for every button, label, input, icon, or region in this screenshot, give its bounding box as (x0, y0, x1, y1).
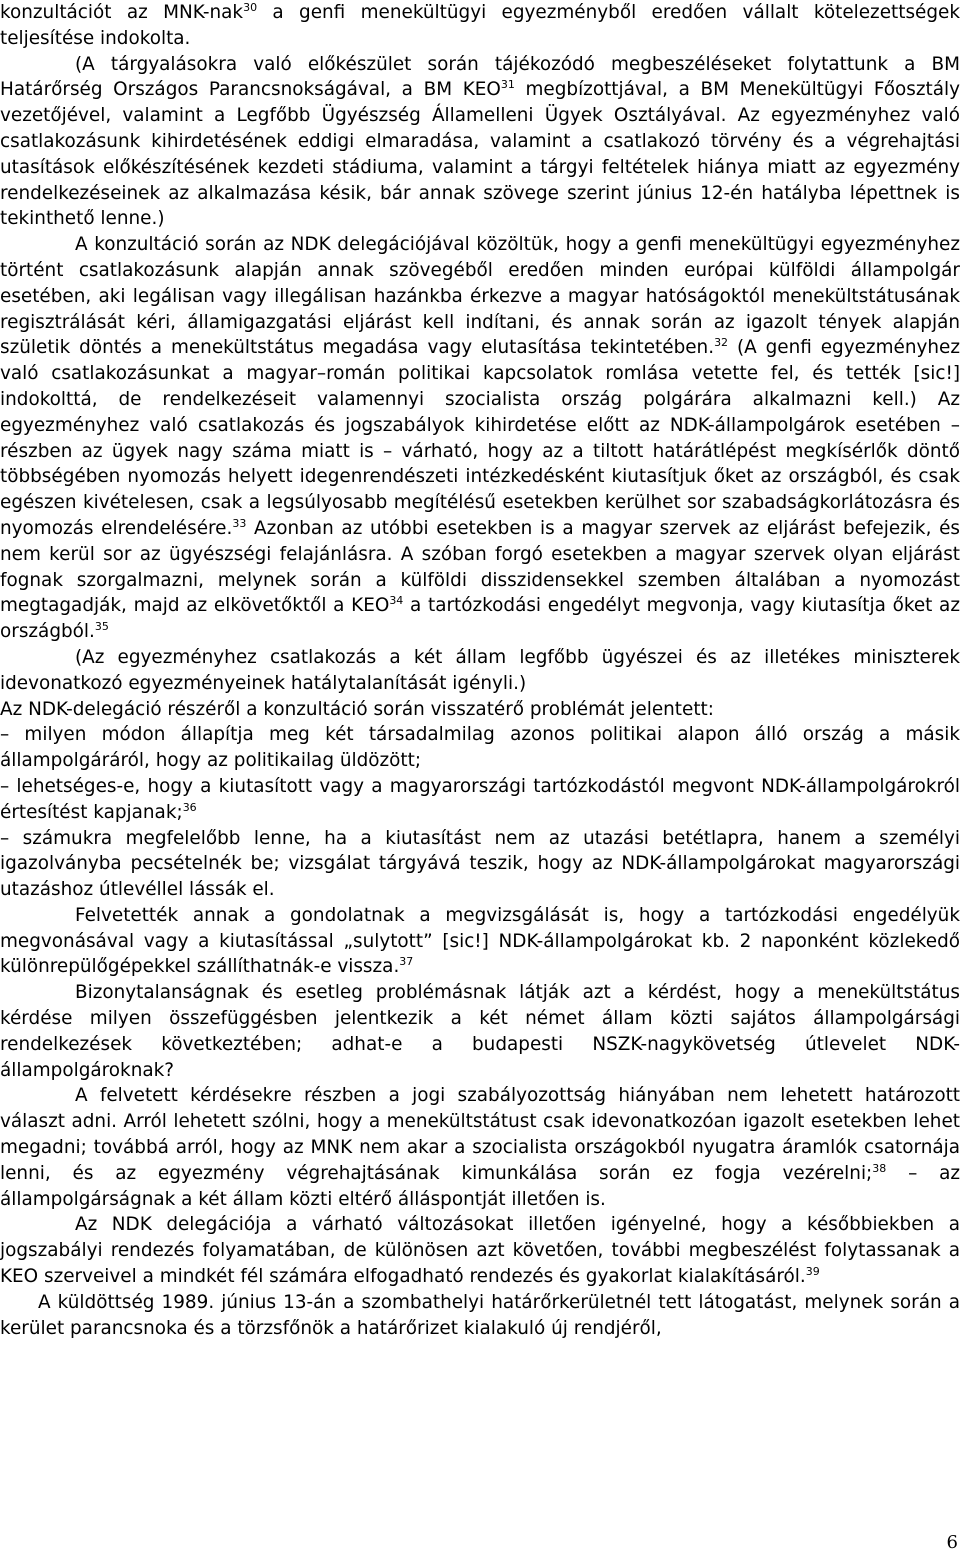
paragraph (0, 697, 960, 723)
paragraph (0, 903, 960, 980)
footnote-marker: 36 (182, 800, 197, 814)
paragraph (0, 980, 960, 1083)
footnote-marker: 30 (243, 1, 258, 14)
text-run: Azonban az utóbbi esetekben is a magyar szervek az eljárást befejezik, és nem kerül sor az ügyészségi felajánlásra. A szóban forgó esetekben a magyar szervek olyan eljárást fognak szorgalmazni, melynek során a külföldi disszidensekkel szemben általában a nyomozást megtagadják, majd az elkövetőktől a KEO (0, 517, 960, 617)
text-run: (A genfi egyezményhez való csatlakozásunkat a magyar–román politikai kapcsolatok romlása vetette fel, és tették [sic!] indokolttá, de rendelkezéseit valamennyi szocialista ország polgárára alkalmazni kell.) Az egyezményhez való csatlakozás és jogszabályok kihirdetése előtt az NDK-állampolgárok esetében – részben az ügyek nagy száma miatt is – várható, hogy az a tiltott határátlépést megkísérlők döntő többségében nyomozás helyett idegenrendészeti intézkedésként kiutasítjuk őket az országból, és csak egészen kivételesen, csak a legsúlyosabb megítélésű esetekben kerülhet sor szabadságkorlátozásra és nyomozás elrendelésére. (0, 337, 960, 539)
text-run: A konzultáció során az NDK delegációjával közöltük, hogy a genfi menekültügyi egyezményhez történt csatlakozásunk alapján annak szövegéből eredően minden európai külföldi állampolgár esetében, aki legálisan vagy illegálisan hazánkba érkezve a magyar hatóságoktól menekültstátusának regisztrálását kéri, államigazgatási eljárást kell indítani, és annak során az igazolt tények alapján születik döntés a menekültstátus megadása vagy elutasítása tekintetében. (0, 234, 960, 359)
text-run: A küldöttség 1989. június 13-án a szombathelyi határőrkerületnél tett látogatást, melynek során a kerület parancsnoka és a törzsfőnök a határőrizet kialakuló új rendjéről, (0, 1291, 960, 1339)
text-run: Az NDK-delegáció részéről a konzultáció során visszatérő problémát jelentett: (0, 698, 714, 720)
footnote-marker: 39 (805, 1265, 820, 1279)
paragraph (0, 0, 960, 52)
text-run: – számukra megfelelőbb lenne, ha a kiutasítást nem az utazási betétlapra, hanem a személyi igazolványba pecsételnék be; vizsgálat tárgyává teszik, hogy az NDK-állampolgárokat magyarországi utazáshoz útlevéllel lássák el. (0, 827, 960, 901)
paragraph (0, 722, 960, 774)
paragraph (0, 52, 960, 233)
footnote-marker: 35 (94, 620, 109, 634)
text-run: konzultációt az MNK-nak (0, 2, 244, 23)
text-run: Az NDK delegációja a várható változásokat illetően igényelné, hogy a későbbiekben a jogszabályi rendezés folyamatában, de különösen azt követően, további megbeszélést folytassanak a KEO szerveivel a mindkét fél számára elfogadható rendezés és gyakorlat kialakításáról. (0, 1214, 960, 1288)
text-run: A felvetett kérdésekre részben a jogi szabályozottság hiányában nem lehetett határozott választ adni. Arról lehetett szólni, hogy a menekültstátust csak idevonatkozóan igazolt esetekben lehet megadni; továbbá arról, hogy az MNK nem akar a szocialista országokból nyugatra áramlók csatornája lenni, és az egyezmény végrehajtásának kimunkálása során ez fogja vezérelni; (0, 1085, 960, 1184)
paragraph (0, 1290, 960, 1342)
paragraph (0, 826, 960, 903)
text-run: – az állampolgárságnak a két állam közti eltérő álláspontját illetően is. (0, 1162, 960, 1210)
text-run: – milyen módon állapítja meg két társadalmilag azonos politikai alapon álló ország a másik állampolgáráról, hogy az politikailag üldözött; (0, 724, 960, 772)
paragraph (0, 774, 960, 826)
footnote-marker: 37 (399, 955, 414, 969)
text-run: megbízottjával, a BM Menekültügyi Főosztály vezetőjével, valamint a Legfőbb Ügyészség Államelleni Ügyek Osztályával. Az egyezményhez való csatlakozásunk kihirdetésének eddigi elmaradása, valamint a csatlakozó törvény és a végrehajtási utasítások előkészítésének kezdeti stádiuma, valamint a tárgyi feltételek hiánya miatt az egyezmény rendelkezéseinek az alkalmazása késik, bár annak szövege szerint június 12-én hatályba lépettnek is tekinthető lenne.) (0, 79, 960, 230)
paragraph (0, 232, 960, 645)
text-run: (Az egyezményhez csatlakozás a két állam legfőbb ügyészei és az illetékes miniszterek idevonatkozó egyezményeinek hatálytalanítását igényli.) (0, 646, 960, 694)
paragraph (0, 645, 960, 697)
text-run: (A tárgyalásokra való előkészület során tájékozódó megbeszéléseket folytattunk a BM Határőrség Országos Parancsnokságával, a BM KEO (0, 53, 960, 101)
paragraph (0, 1083, 960, 1212)
text-run: – lehetséges-e, hogy a kiutasított vagy a magyarországi tartózkodástól megvont NDK-állampolgárokról értesítést kapjanak; (0, 775, 960, 823)
paragraph (0, 1212, 960, 1289)
text-run: Bizonytalanságnak és esetleg problémásnak látják azt a kérdést, hogy a menekültstátus kérdése milyen összefüggésben jelentkezik a két német állam közti sajátos állampolgársági rendelkezések következtében; adhat-e a budapesti NSZK-nagykövetség útlevelet NDK-állampolgároknak? (0, 982, 960, 1081)
footnote-marker: 34 (389, 594, 404, 608)
footnote-marker: 32 (714, 336, 729, 350)
footnote-marker: 38 (872, 1161, 887, 1175)
page-number: 6 (946, 1532, 958, 1553)
footnote-marker: 31 (500, 78, 515, 92)
text-run: a tartózkodási engedélyt megvonja, vagy kiutasítja őket az országból. (0, 595, 960, 643)
text-run: a genfi menekültügyi egyezményből eredően vállalt kötelezettségek teljesítése indokolta. (0, 2, 960, 49)
text-run: Felvetették annak a gondolatnak a megvizsgálását is, hogy a tartózkodási engedélyük megvonásával vagy a kiutasítással „sulytott” [sic!] NDK-állampolgárokat kb. 2 naponként közlekedő különrepülőgépekkel szállíthatnák-e vissza. (0, 904, 960, 978)
footnote-marker: 33 (232, 516, 247, 530)
